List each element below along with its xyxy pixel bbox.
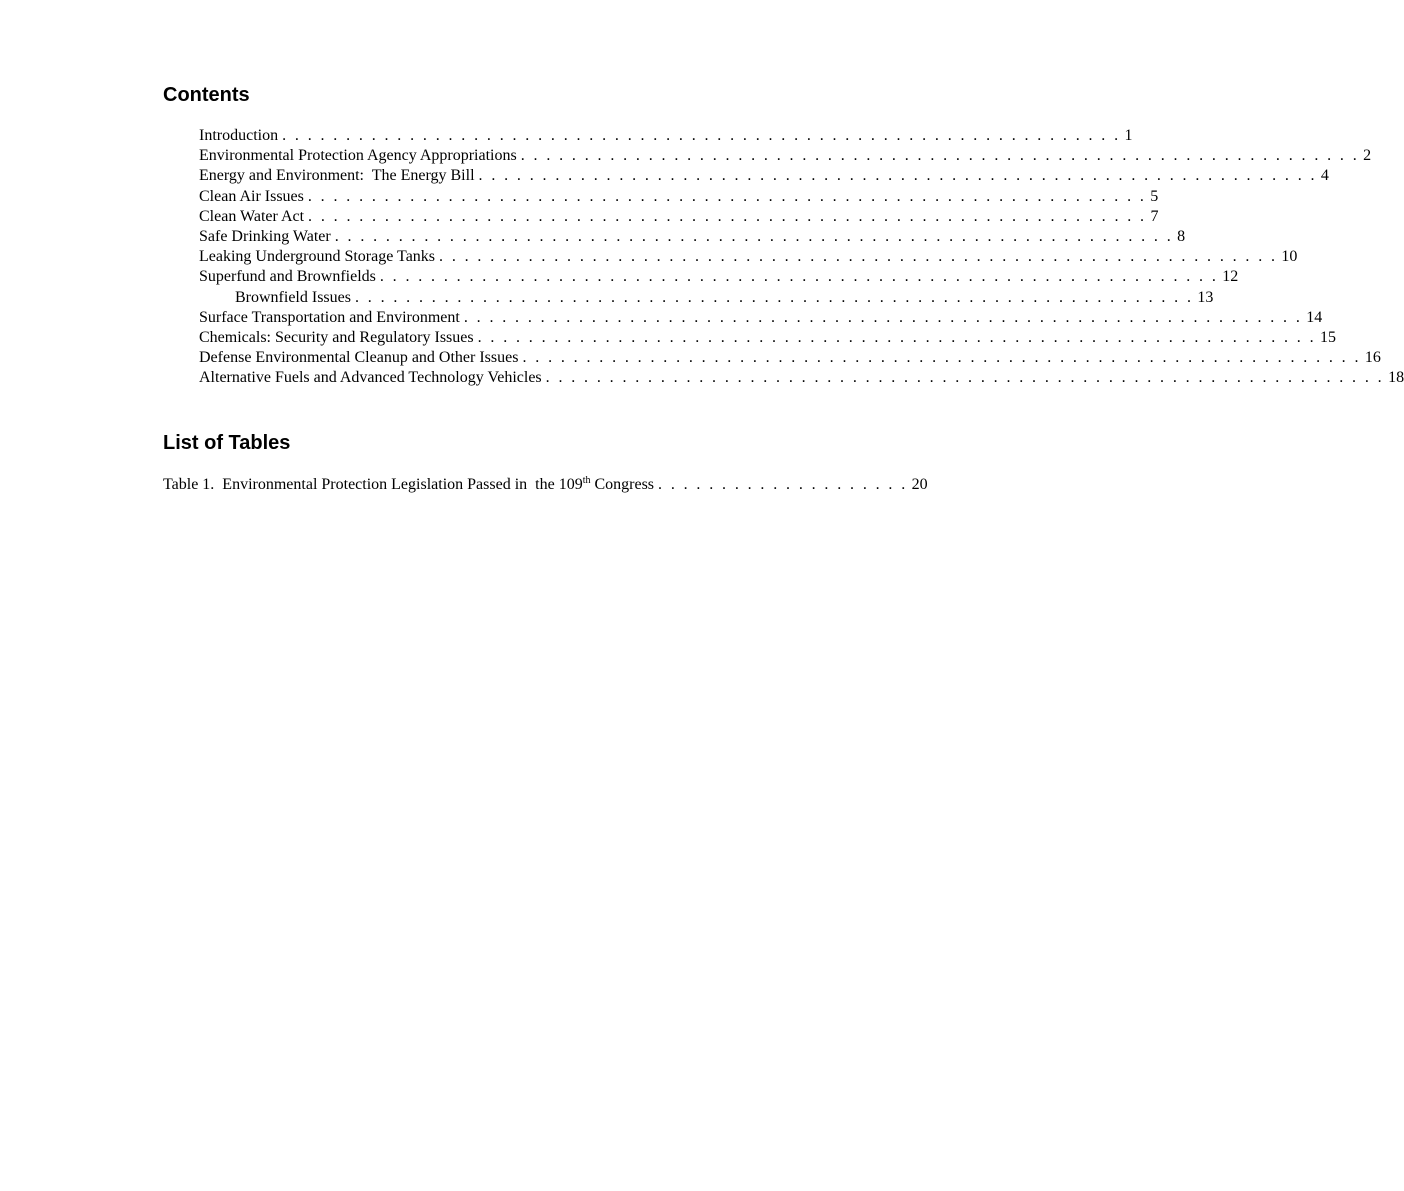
toc-entry-page: 2	[1363, 147, 1372, 165]
toc-entry[interactable]	[199, 187, 1159, 207]
toc-entry-label: Safe Drinking Water	[199, 227, 331, 245]
list-of-tables	[163, 474, 928, 496]
toc-entry-page: 1	[1124, 127, 1133, 144]
toc-entry-page: 12	[1222, 268, 1239, 286]
dot-leader: . . . . . . . . . . . . . . . . . . . . . . . . . . . . . . . . . . . . . . . . . . . . . . . . . . . . . . . . . . . . . . . . . .	[334, 227, 1174, 245]
dot-leader: . . . . . . . . . . . . . . . . . . . . . . . . . . . . . . . . . . . . . . . . . . . . . . . . . . . . . . . . . . . . . . . . . .	[439, 248, 1278, 266]
dot-leader: . . . . . . . . . . . . . . . . . . . . . . . . . . . . . . . . . . . . . . . . . . . . . . . . . . . . . . . . . . . . . . . . . .	[308, 207, 1147, 225]
toc-entry-page: 18	[1388, 369, 1404, 387]
toc-entry-page: 7	[1150, 207, 1159, 225]
toc-entry-label: Leaking Underground Storage Tanks	[199, 248, 436, 266]
table-entry-page: 20	[911, 476, 928, 493]
contents-heading: Contents	[163, 84, 250, 106]
toc-entry[interactable]	[199, 146, 1372, 166]
toc-entry-page: 15	[1320, 328, 1337, 346]
toc-entry-label: Alternative Fuels and Advanced Technology Vehicles	[199, 369, 542, 387]
toc-entry[interactable]	[199, 126, 1133, 146]
toc-entry-page: 4	[1320, 167, 1329, 185]
toc-entry-page: 13	[1197, 288, 1214, 306]
toc-entry[interactable]	[199, 308, 1323, 328]
toc-entry-page: 10	[1281, 248, 1298, 266]
table-of-contents	[199, 126, 1404, 388]
dot-leader: . . . . . . . . . . . . . . . . . . . . . . . . . . . . . . . . . . . . . . . . . . . . . . . . . . . . . . . . . . . . . . . . . .	[478, 167, 1317, 185]
toc-entry[interactable]	[199, 166, 1329, 186]
toc-entry[interactable]	[199, 267, 1239, 287]
dot-leader: . . . . . . . . . . . . . . . . . . . .	[658, 476, 908, 493]
toc-entry-page: 14	[1306, 308, 1323, 326]
table-entry-label-text: Table 1. Environmental Protection Legislation Passed in the 109	[163, 476, 583, 493]
toc-entry-label: Chemicals: Security and Regulatory Issues	[199, 328, 474, 346]
toc-entry-label: Clean Water Act	[199, 207, 305, 225]
dot-leader: . . . . . . . . . . . . . . . . . . . . . . . . . . . . . . . . . . . . . . . . . . . . . . . . . . . . . . . . . . . . . . . . . .	[307, 187, 1147, 205]
toc-subentry[interactable]	[199, 288, 1214, 308]
toc-entry-label: Defense Environmental Cleanup and Other Issues	[199, 349, 519, 367]
dot-leader: . . . . . . . . . . . . . . . . . . . . . . . . . . . . . . . . . . . . . . . . . . . . . . . . . . . . . . . . . . . . . . . . . .	[520, 147, 1360, 165]
toc-entry[interactable]	[199, 247, 1298, 267]
toc-entry-label: Surface Transportation and Environment	[199, 308, 460, 326]
toc-entry-page: 8	[1177, 227, 1186, 245]
toc-entry-label: Clean Air Issues	[199, 187, 304, 205]
toc-entry-label: Environmental Protection Agency Appropriations	[199, 147, 517, 165]
dot-leader: . . . . . . . . . . . . . . . . . . . . . . . . . . . . . . . . . . . . . . . . . . . . . . . . . . . . . . . . . . . . . . . . . .	[282, 127, 1121, 144]
dot-leader: . . . . . . . . . . . . . . . . . . . . . . . . . . . . . . . . . . . . . . . . . . . . . . . . . . . . . . . . . . . . . . . . . .	[477, 328, 1317, 346]
table-entry-label	[163, 474, 658, 496]
dot-leader: . . . . . . . . . . . . . . . . . . . . . . . . . . . . . . . . . . . . . . . . . . . . . . . . . . . . . . . . . . . . . . . . . .	[545, 369, 1385, 387]
toc-entry[interactable]	[199, 207, 1159, 227]
dot-leader: . . . . . . . . . . . . . . . . . . . . . . . . . . . . . . . . . . . . . . . . . . . . . . . . . . . . . . . . . . . . . . . . . .	[354, 288, 1194, 306]
dot-leader: . . . . . . . . . . . . . . . . . . . . . . . . . . . . . . . . . . . . . . . . . . . . . . . . . . . . . . . . . . . . . . . . . .	[379, 268, 1219, 286]
table-entry[interactable]	[163, 474, 928, 496]
ordinal-suffix: th	[582, 475, 591, 486]
list-of-tables-heading: List of Tables	[163, 432, 291, 454]
toc-entry-label: Energy and Environment: The Energy Bill	[199, 167, 475, 185]
toc-entry[interactable]	[199, 227, 1186, 247]
toc-entry-label: Introduction	[199, 127, 279, 144]
toc-entry-label: Superfund and Brownfields	[199, 268, 376, 286]
toc-entry-page: 16	[1364, 349, 1381, 367]
toc-entry[interactable]	[199, 348, 1381, 368]
toc-entry[interactable]	[199, 328, 1337, 348]
dot-leader: . . . . . . . . . . . . . . . . . . . . . . . . . . . . . . . . . . . . . . . . . . . . . . . . . . . . . . . . . . . . . . . . . .	[522, 349, 1361, 367]
dot-leader: . . . . . . . . . . . . . . . . . . . . . . . . . . . . . . . . . . . . . . . . . . . . . . . . . . . . . . . . . . . . . . . . . .	[463, 308, 1303, 326]
toc-entry[interactable]	[199, 368, 1404, 388]
table-entry-label-text-end: Congress	[590, 476, 655, 493]
toc-entry-page: 5	[1150, 187, 1159, 205]
toc-entry-label: Brownfield Issues	[235, 288, 351, 306]
